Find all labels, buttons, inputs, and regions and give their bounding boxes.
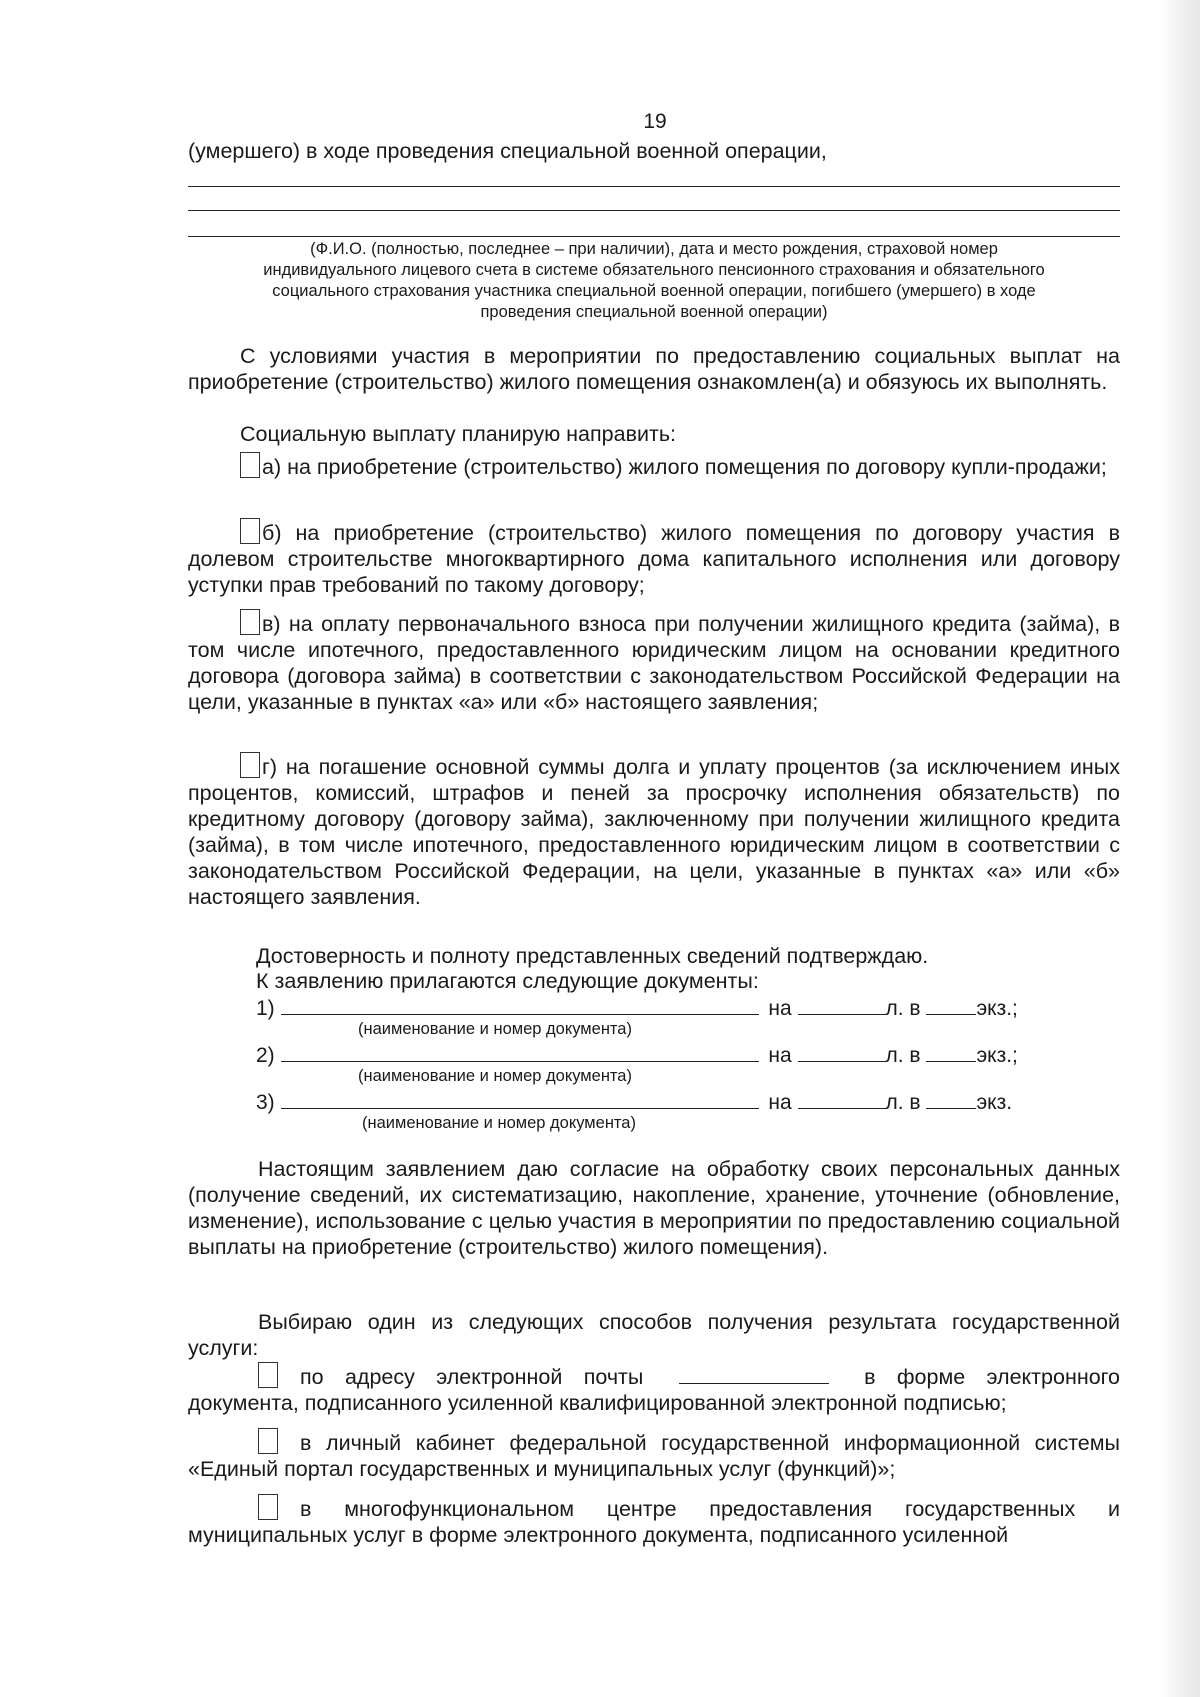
document-caption: (наименование и номер документа)	[362, 1114, 636, 1132]
option-b-checkbox[interactable]	[240, 518, 260, 544]
sheets-field[interactable]	[798, 994, 886, 1015]
attach-text: К заявлению прилагаются следующие документы:	[256, 969, 759, 993]
copies-field[interactable]	[926, 1041, 976, 1062]
method-mfc-label: в многофункциональном центре предоставления государственных и муниципальных услуг в форме электронного документа, подписанного усиленной	[188, 1497, 1120, 1547]
document-row: 1) на л. в экз.;	[256, 994, 1018, 1021]
option-d-label: г) на погашение основной суммы долга и уплату процентов (за исключением иных процентов, комиссий, штрафов и пеней за просрочку исполнения обязательств) по кредитному договору (договору займа), заключенному при получении жилищного кредита (займа), в том числе ипотечного, предоставленного юридическим лицом в соответствии с законодательством Российской Федерации, на цели, указанные в пунктах «а» или «б» настоящего заявления.	[188, 755, 1120, 909]
method-cabinet	[188, 1428, 1120, 1482]
option-c	[188, 609, 1120, 715]
option-b	[188, 518, 1120, 598]
conditions-paragraph: С условиями участия в мероприятии по предоставлению социальных выплат на приобретение (строительство) жилого помещения ознакомлен(а) и обязуюсь их выполнять.	[188, 344, 1120, 394]
option-b-label: б) на приобретение (строительство) жилого помещения по договору участия в долевом строительстве многоквартирного дома капитального исполнения или договору уступки прав требований по такому договору;	[188, 521, 1120, 597]
method-email-label-end: в форме электронного документа, подписанного усиленной квалифицированной электронной подписью;	[188, 1365, 1120, 1415]
direction-heading: Социальную выплату планирую направить:	[240, 422, 677, 446]
intro-line: (умершего) в ходе проведения специальной военной операции,	[188, 139, 827, 163]
option-a-checkbox[interactable]	[240, 452, 260, 478]
option-c-checkbox[interactable]	[240, 609, 260, 635]
option-d	[188, 752, 1120, 910]
fio-caption: (Ф.И.О. (полностью, последнее – при наличии), дата и место рождения, страховой номер индивидуального лицевого счета в системе обязательного пенсионного страхования и обязательного социального страхования участника специальной военной операции, погибшего (умершего) в ходе проведения специальной военной операции)	[263, 240, 1045, 321]
method-cabinet-checkbox[interactable]	[258, 1428, 278, 1454]
method-email	[188, 1362, 1120, 1416]
document-row: 3) на л. в экз.	[256, 1088, 1012, 1115]
email-field[interactable]	[679, 1363, 829, 1384]
method-cabinet-label: в личный кабинет федеральной государственной информационной системы «Единый портал государственных и муниципальных услуг (функций)»;	[188, 1431, 1120, 1481]
page-number: 19	[643, 110, 667, 133]
copies-field[interactable]	[926, 994, 976, 1015]
confirm-text: Достоверность и полноту представленных сведений подтверждаю.	[256, 944, 929, 968]
document-caption: (наименование и номер документа)	[358, 1020, 632, 1038]
copies-field[interactable]	[926, 1088, 976, 1109]
fio-line-1	[188, 186, 1120, 187]
sheets-field[interactable]	[798, 1041, 886, 1062]
option-d-checkbox[interactable]	[240, 752, 260, 778]
option-a-label: а) на приобретение (строительство) жилого помещения по договору купли-продажи;	[262, 455, 1107, 479]
option-a	[188, 452, 1120, 480]
method-paragraph: Выбираю один из следующих способов получения результата государственной услуги:	[188, 1310, 1120, 1360]
method-mfc-checkbox[interactable]	[258, 1494, 278, 1520]
document-name-field[interactable]	[281, 1088, 759, 1109]
sheets-field[interactable]	[798, 1088, 886, 1109]
method-mfc	[188, 1494, 1120, 1548]
document-name-field[interactable]	[281, 1041, 759, 1062]
document-name-field[interactable]	[281, 994, 759, 1015]
method-email-label: по адресу электронной почты	[300, 1365, 644, 1389]
fio-line-2	[188, 210, 1120, 211]
consent-paragraph: Настоящим заявлением даю согласие на обработку своих персональных данных (получение сведений, их систематизацию, накопление, хранение, уточнение (обновление, изменение), использование с целью участия в мероприятии по предоставлению социальной выплаты на приобретение (строительство) жилого помещения).	[188, 1157, 1120, 1259]
scan-edge	[1160, 0, 1200, 1697]
method-email-checkbox[interactable]	[258, 1362, 278, 1388]
document-caption: (наименование и номер документа)	[358, 1067, 632, 1085]
option-c-label: в) на оплату первоначального взноса при получении жилищного кредита (займа), в том числе ипотечного, предоставленного юридическим лицом на основании кредитного договора (договора займа) в соответствии с законодательством Российской Федерации на цели, указанные в пунктах «а» или «б» настоящего заявления;	[188, 612, 1120, 714]
document-row: 2) на л. в экз.;	[256, 1041, 1018, 1068]
fio-line-3	[188, 236, 1120, 237]
